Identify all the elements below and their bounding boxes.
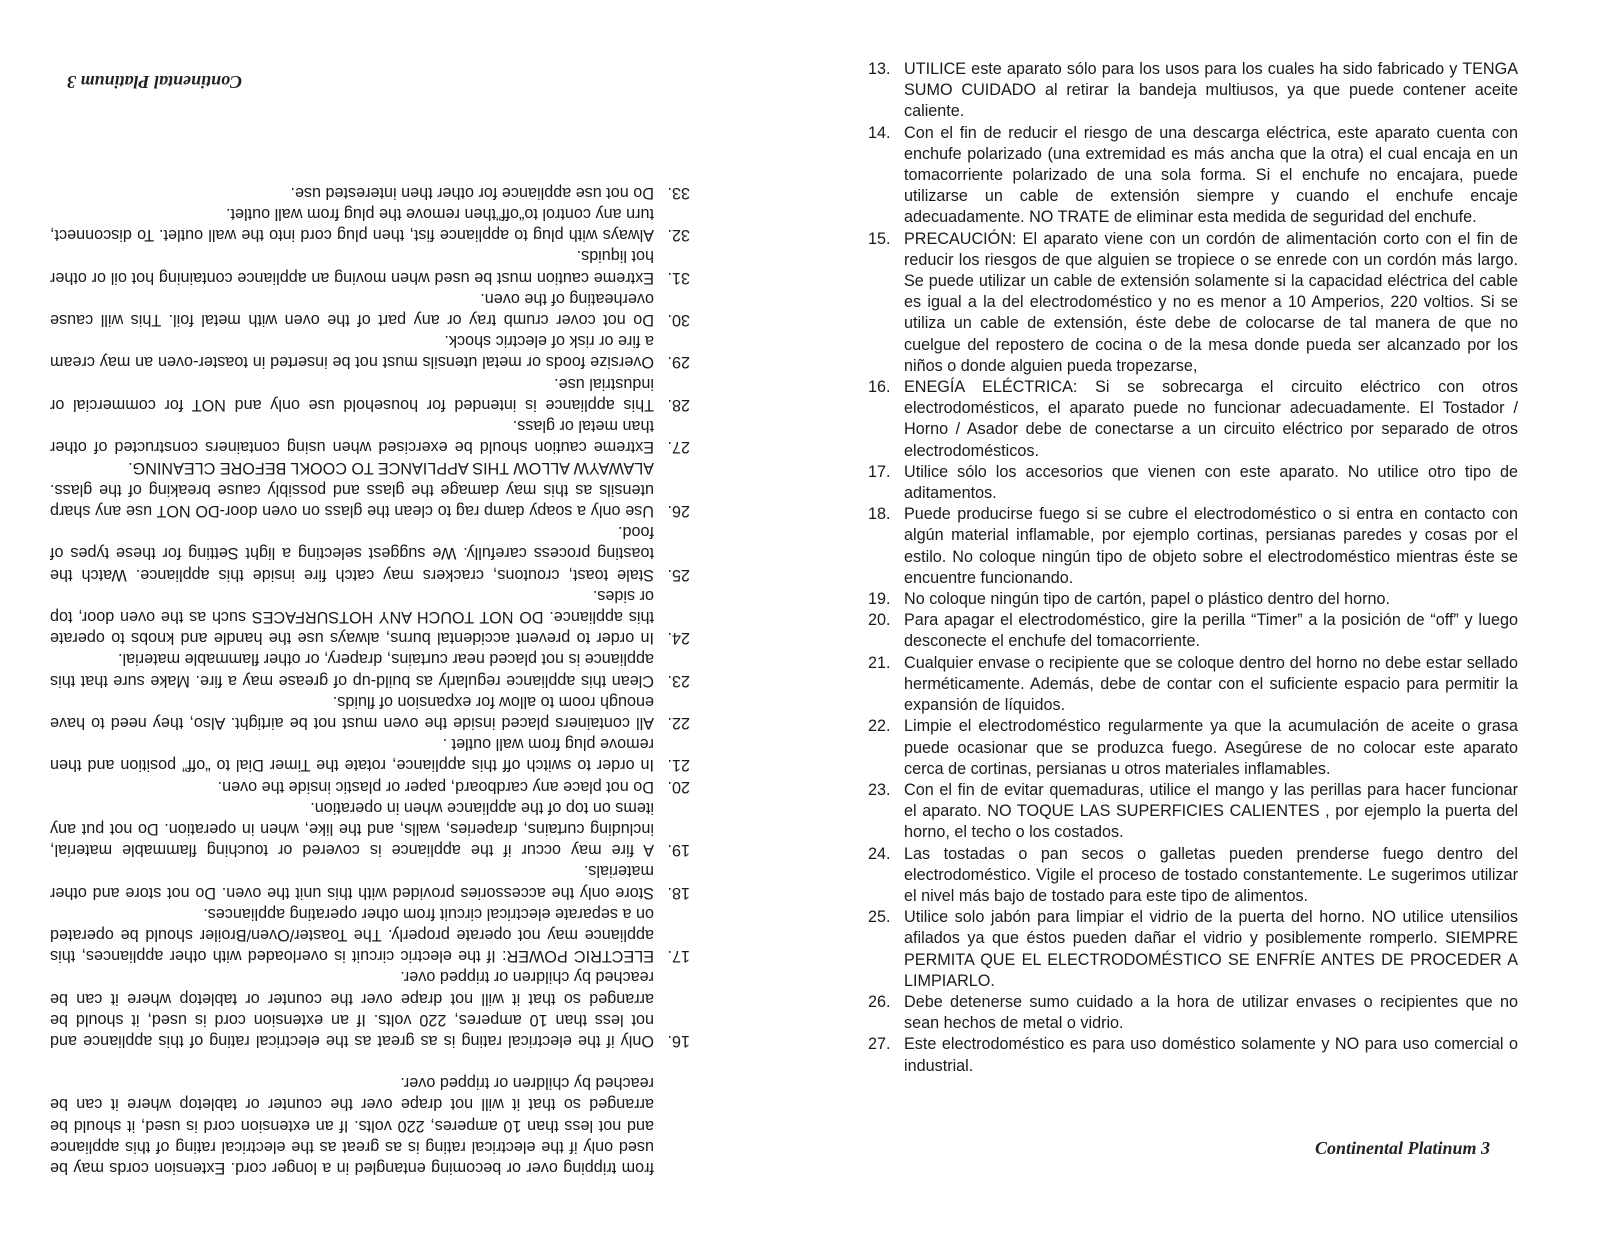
list-item: 20. Do not place any cardboard, paper or plastic inside the oven. (217, 777, 690, 796)
list-item: 21. Cualquier envase o recipiente que se coloque dentro del horno no debe estar sellado herméticamente. Además, debe de contar con el suficiente espacio para permitir la expansión de líquidos. (868, 653, 1518, 715)
list-item: 18. Store only the accessories provided with this unit the oven. Do not store and other materials. (50, 862, 690, 902)
list-item: 19. No coloque ningún tipo de cartón, papel o plástico dentro del horno. (868, 590, 1390, 609)
list-item: 23. Clean this appliance regularly as build-up of grease may a fire. Make sure that this appliance is not placed near curtains, drapery, or other flammable material. (50, 650, 690, 690)
list-item: 24. Las tostadas o pan secos o galletas pueden prenderse fuego dentro del electrodoméstico. Vigile el proceso de tostado constantemente. Le sugerimos utilizar el nivel más bajo de tostado para este tipo de alimentos. (868, 844, 1518, 905)
list-item: 27. Extreme caution should be exercised when using containers constructed of other than metal or glass. (50, 417, 690, 457)
list-item: 29. Oversize foods or metal utensils must not be inserted in toaster-oven an may cream a fire or risk of electric shock. (50, 332, 690, 372)
list-item: 22. Limpie el electrodoméstico regularmente ya que la acumulación de aceite o grasa puede ocasionar que se produzca fuego. Asegúrese de no colocar este aparato cerca de cortinas, persianas u otros materiales inflamables. (868, 717, 1518, 778)
right-page-spanish (800, 0, 1600, 1237)
list-item: 26. Use only a soapy damp rag to clean the glass on oven door-DO NOT use any sharp utensils as this may damage the glass and possibly cause breaking of the glass. ALAWAYW ALLOW THIS APPLIANCE TO COOKL BEFORE CLEANING. (50, 459, 690, 520)
list-item: 17. Utilice sólo los accesorios que vienen con este aparato. No utilice otro tipo de aditamentos. (868, 462, 1518, 503)
left-page-text-column (50, 182, 690, 1178)
list-item: 16. Only if the electrical rating is as great as the electrical rating of this appliance and not less than 10 amperes, 220 volts. If an extension cord is used, it should be arranged so that it will not drape over the counter or tabletop where it can be reached by children or tripped over. (50, 968, 690, 1050)
list-item: 31. Extreme caution must be used when moving an appliance containing hot oil or other hot liquids. (50, 247, 690, 287)
list-item: 15. PRECAUCIÓN: El aparato viene con un cordón de alimentación corto con el fin de reducir los riesgos de que alguien se tropiece o se enrede con un cordón más largo. Se puede utilizar un cable de extensión solamente si la capacidad eléctrica del cable es igual a la del electrodoméstico y no es menor a 10 Amperios, 220 voltios. Si se utiliza un cable de extensión, éste debe de colocarse de tal manera de que no cuelgue del repostero de cocina o de la mesa donde pueda ser alcanzado por los niños o donde alguien pueda tropezarse, (868, 229, 1518, 375)
list-item: 32. Always with plug to appliance fist, then plug cord into the wall outlet. To disconnect, turn any control to“off”then remove the plug from wall outlet. (50, 205, 690, 245)
list-item: 25. Utilice solo jabón para limpiar el vidrio de la puerta del horno. NO utilice utensilios afilados ya que éstos pueden dañar el vidrio y posiblemente romperlo. SIEMPRE PERMITA QUE EL ELECTRODOMÉSTICO SE ENFRÍE ANTES DE PROCEDER A LIMPIARLO. (868, 908, 1518, 990)
list-item: 16. ENEGÍA ELÉCTRICA: Si se sobrecarga el circuito eléctrico con otros electrodomésticos, el aparato puede no funcionar adecuadamente. El Tostador / Horno / Asador debe de conectarse a un circuito eléctrico por separado de otros electrodomésticos. (868, 378, 1518, 460)
list-item: 28. This appliance is intended for household use only and NOT for commercial or industrial use. (50, 374, 690, 414)
page-footer-left: Continental Platinum 3 (66, 72, 242, 92)
page-footer-right: Continental Platinum 3 (1315, 1138, 1491, 1158)
right-page-text-column (868, 59, 1518, 1077)
list-item: 26. Debe detenerse sumo cuidado a la hora de utilizar envases o recipientes que no sean hechos de metal o vidrio. (868, 992, 1518, 1033)
list-item: 17. ELECTRIC POWER: If the electric circuit is overloaded with other appliances, this appliance may not operate properly. The Toaster/Oven/Broiler should be operated on a separate electrical circuit from other operating appliances. (50, 904, 690, 966)
list-item: 14. Con el fin de reducir el riesgo de una descarga eléctrica, este aparato cuenta con enchufe polarizado (una extremidad es más ancha que la otra) el cual encaja en un tomacorriente polarizado de una sola forma. Si el enchufe no encajara, puede utilizarse un cable de extensión siempre y cuando el enchufe encaje adecuadamente. NO TRATE de eliminar esta medida de seguridad del enchufe. (868, 123, 1518, 227)
list-item: 24. In order to prevent accidental burns, always use the handle and knobs to operate this appliance. DO NOT TOUCH ANY HOTSURFACES such as the oven door, top or sides. (50, 586, 690, 648)
list-item: 23. Con el fin de evitar quemaduras, utilice el mango y las perillas para hacer funcionar el aparato. NO TOQUE LAS SUPERFICIES CALIENTES , por ejemplo la puerta del horno, el techo o los costados. (868, 780, 1518, 842)
list-item: 27. Este electrodoméstico es para uso doméstico solamente y NO para uso comercial o industrial. (868, 1035, 1518, 1075)
list-item: 30. Do not cover crumb tray or any part of the oven with metal foil. This will cause overheating of the oven. (50, 289, 690, 330)
list-item: 20. Para apagar el electrodoméstico, gire la perilla “Timer” a la posición de “off” y luego desconecte el enchufe del tomacorriente. (868, 611, 1518, 651)
list-item: 25. Stale toast, croutons, crackers may catch fire inside this appliance. Watch the toasting process carefully. We suggest selecting a light Setting for these types of food. (50, 523, 690, 584)
list-item: 19. A fire may occur if the appliance is covered or touching flammable material, including curtains, draperies, walls, and the like, when in operation. Do not put any items on top of the appliance when in operation. (50, 798, 690, 860)
list-item: 13. UTILICE este aparato sólo para los usos para los cuales ha sido fabricado y TENGA SUMO CUIDADO al retirar la bandeja multiusos, ya que puede contener aceite caliente. (868, 60, 1518, 121)
list-item: 21. In order to switch off this appliance, rotate the Timer Dial to “off” position and then remove plug from wall outlet . (50, 735, 690, 775)
continuation-paragraph: from tripping over or becoming entangled in a longer cord. Extension cords may be used only if the electrical rating is as great as the electrical rating of this appliance and not less than 10 amperes, 220 volts. If an extension cord is used, it should be arranged so that it will not drape over the counter or tabletop where it can be reached by children or tripped over. (50, 1074, 654, 1177)
list-item: 22. All containers placed inside the oven must not be airtight. Also, they need to have enough room to allow for expansion of fluids. (50, 692, 690, 732)
list-item: 33. Do not use appliance for other then interested use. (290, 183, 690, 202)
list-item: 18. Puede producirse fuego si se cubre el electrodoméstico o si entra en contacto con algún material inflamable, por ejemplo cortinas, persianas paredes y cosas por el estilo. No coloque ningún tipo de objeto sobre el electrodoméstico mientras éste se encuentre funcionando. (868, 505, 1518, 587)
